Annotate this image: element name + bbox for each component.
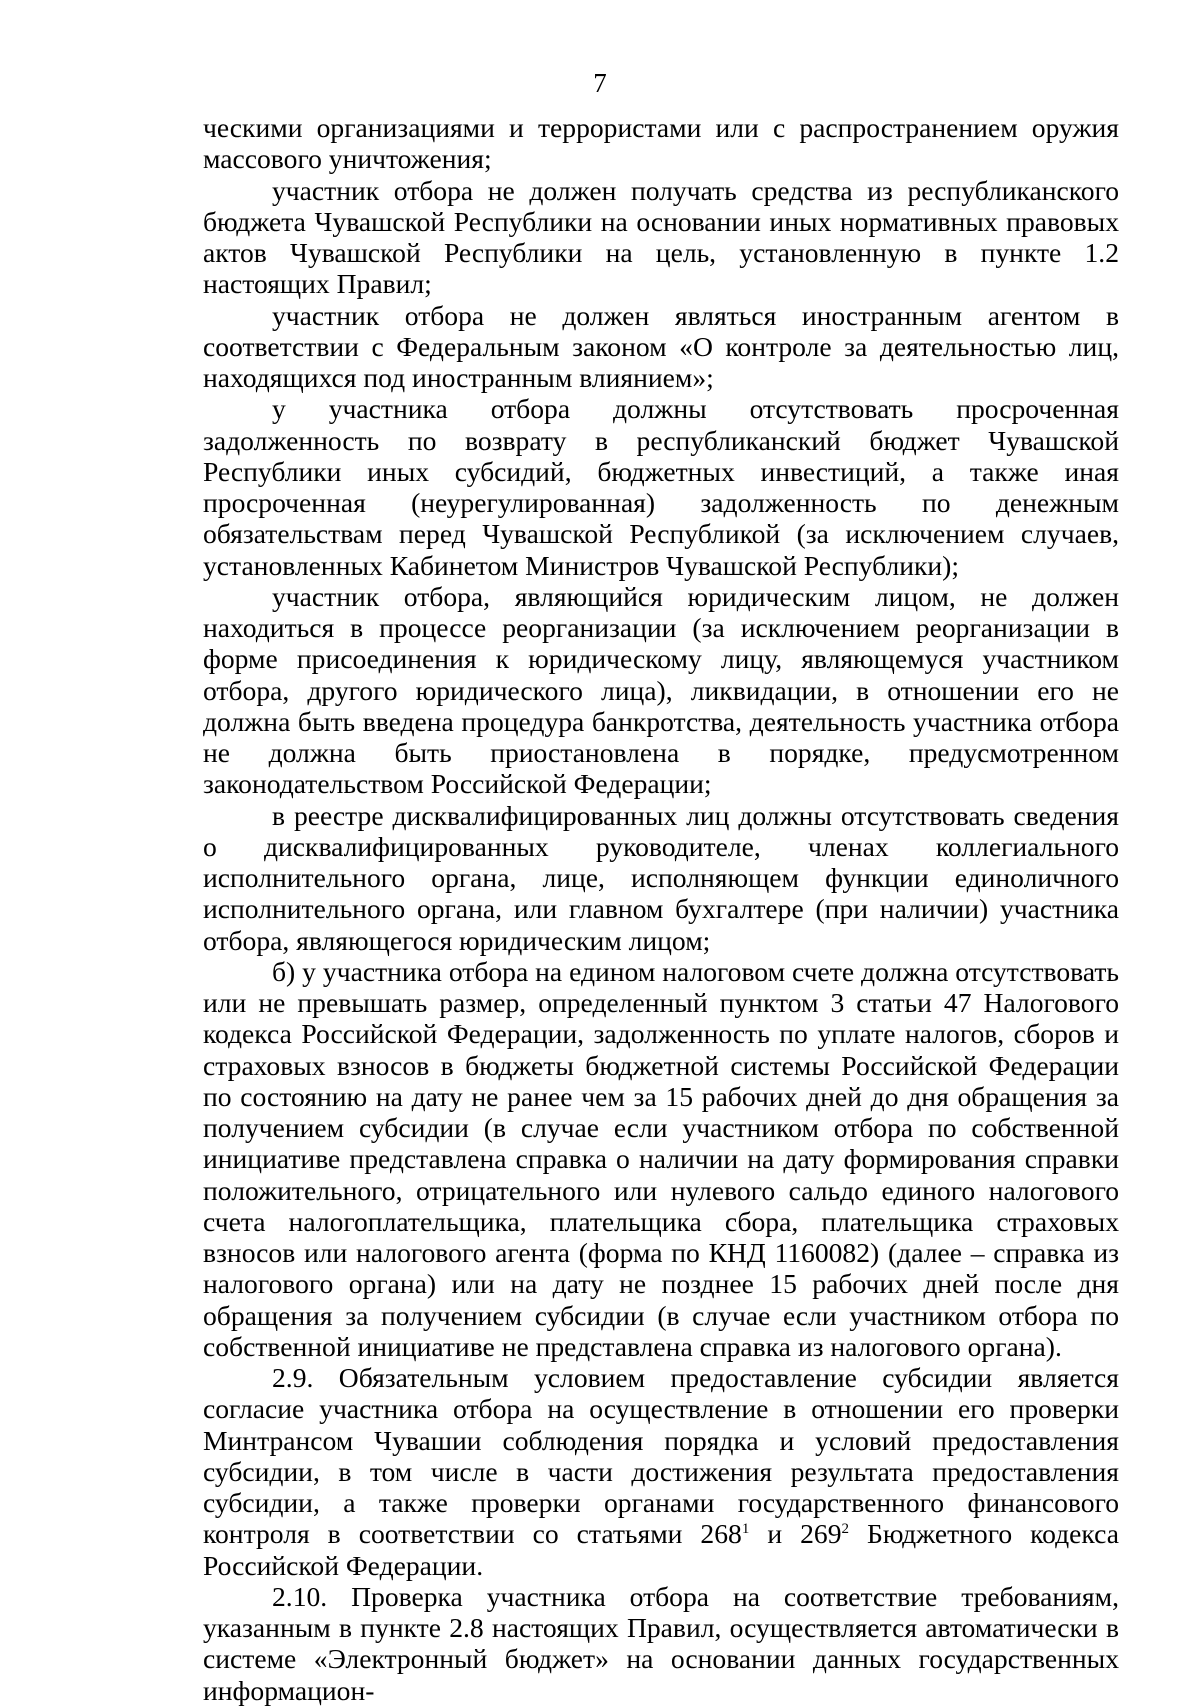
paragraph-disqualified-persons-requirement: в реестре дисквалифицированных лиц должны отсутствовать сведения о дисквалифицированных руководителе, членах коллегиального исполнительного органа, лице, исполняющем функции единоличного исполнительного органа, или главном бухгалтере (при наличии) участника отбора, являющегося юридическим лицом;: [203, 799, 1119, 956]
paragraph-2-9: [203, 1362, 1119, 1581]
paragraph-budget-funds-requirement: участник отбора не должен получать средства из республиканского бюджета Чувашской Республики на основании иных нормативных правовых актов Чувашской Республики на цель, установленную в пункте 1.2 настоящих Правил;: [203, 174, 1119, 300]
superscript-268: 1: [741, 1521, 750, 1538]
paragraph-2-9-text-c: Бюджетного кодекса Российской Федерации.: [203, 1518, 1119, 1581]
paragraph-foreign-agent-requirement: участник отбора не должен являться иностранным агентом в соответствии с Федеральным законом «О контроле за деятельностью лиц, находящихся под иностранным влиянием»;: [203, 299, 1119, 393]
paragraph-continuation: ческими организациями и террористами или с распространением оружия массового уничтожения;: [203, 112, 1119, 175]
paragraph-2-9-text-a: 2.9. Обязательным условием предоставление субсидии является согласие участника отбора на осуществление в отношении его проверки Минтрансом Чувашии соблюдения порядка и условий предоставления субсидии, в том числе в части достижения результата предоставления субсидии, а также проверки органами государственного финансового контроля в соответствии со статьями 268: [203, 1362, 1119, 1550]
paragraph-overdue-debt-requirement: у участника отбора должны отсутствовать просроченная задолженность по возврату в республиканский бюджет Чувашской Республики иных субсидий, бюджетных инвестиций, а также иная просроченная (неурегулированная) задолженность по денежным обязательствам перед Чувашской Республикой (за исключением случаев, установленных Кабинетом Министров Чувашской Республики);: [203, 393, 1119, 581]
paragraph-reorganization-requirement: участник отбора, являющийся юридическим лицом, не должен находиться в процессе реорганизации (за исключением реорганизации в форме присоединения к юридическому лицу, являющемуся участником отбора, другого юридического лица), ликвидации, в отношении его не должна быть введена процедура банкротства, деятельность участника отбора не должна быть приостановлена в порядке, предусмотренном законодательством Российской Федерации;: [203, 580, 1119, 800]
page-number: 7: [593, 68, 607, 98]
document-body: [203, 112, 1119, 1706]
superscript-269: 2: [841, 1521, 850, 1538]
paragraph-2-10: 2.10. Проверка участника отбора на соответствие требованиям, указанным в пункте 2.8 настоящих Правил, осуществляется автоматически в системе «Электронный бюджет» на основании данных государственных информацион-: [203, 1580, 1119, 1706]
paragraph-2-9-text-b: и 269: [749, 1518, 842, 1550]
paragraph-tax-account-requirement: б) у участника отбора на едином налоговом счете должна отсутствовать или не превышать размер, определенный пунктом 3 статьи 47 Налогового кодекса Российской Федерации, задолженность по уплате налогов, сборов и страховых взносов в бюджеты бюджетной системы Российской Федерации по состоянию на дату не ранее чем за 15 рабочих дней до дня обращения за получением субсидии (в случае если участником отбора по собственной инициативе представлена справка о наличии на дату формирования справки положительного, отрицательного или нулевого сальдо единого налогового счета налогоплательщика, плательщика сбора, плательщика страховых взносов или налогового агента (форма по КНД 1160082) (далее – справка из налогового органа) или на дату не позднее 15 рабочих дней после дня обращения за получением субсидии (в случае если участником отбора по собственной инициативе не представлена справка из налогового органа).: [203, 955, 1119, 1362]
